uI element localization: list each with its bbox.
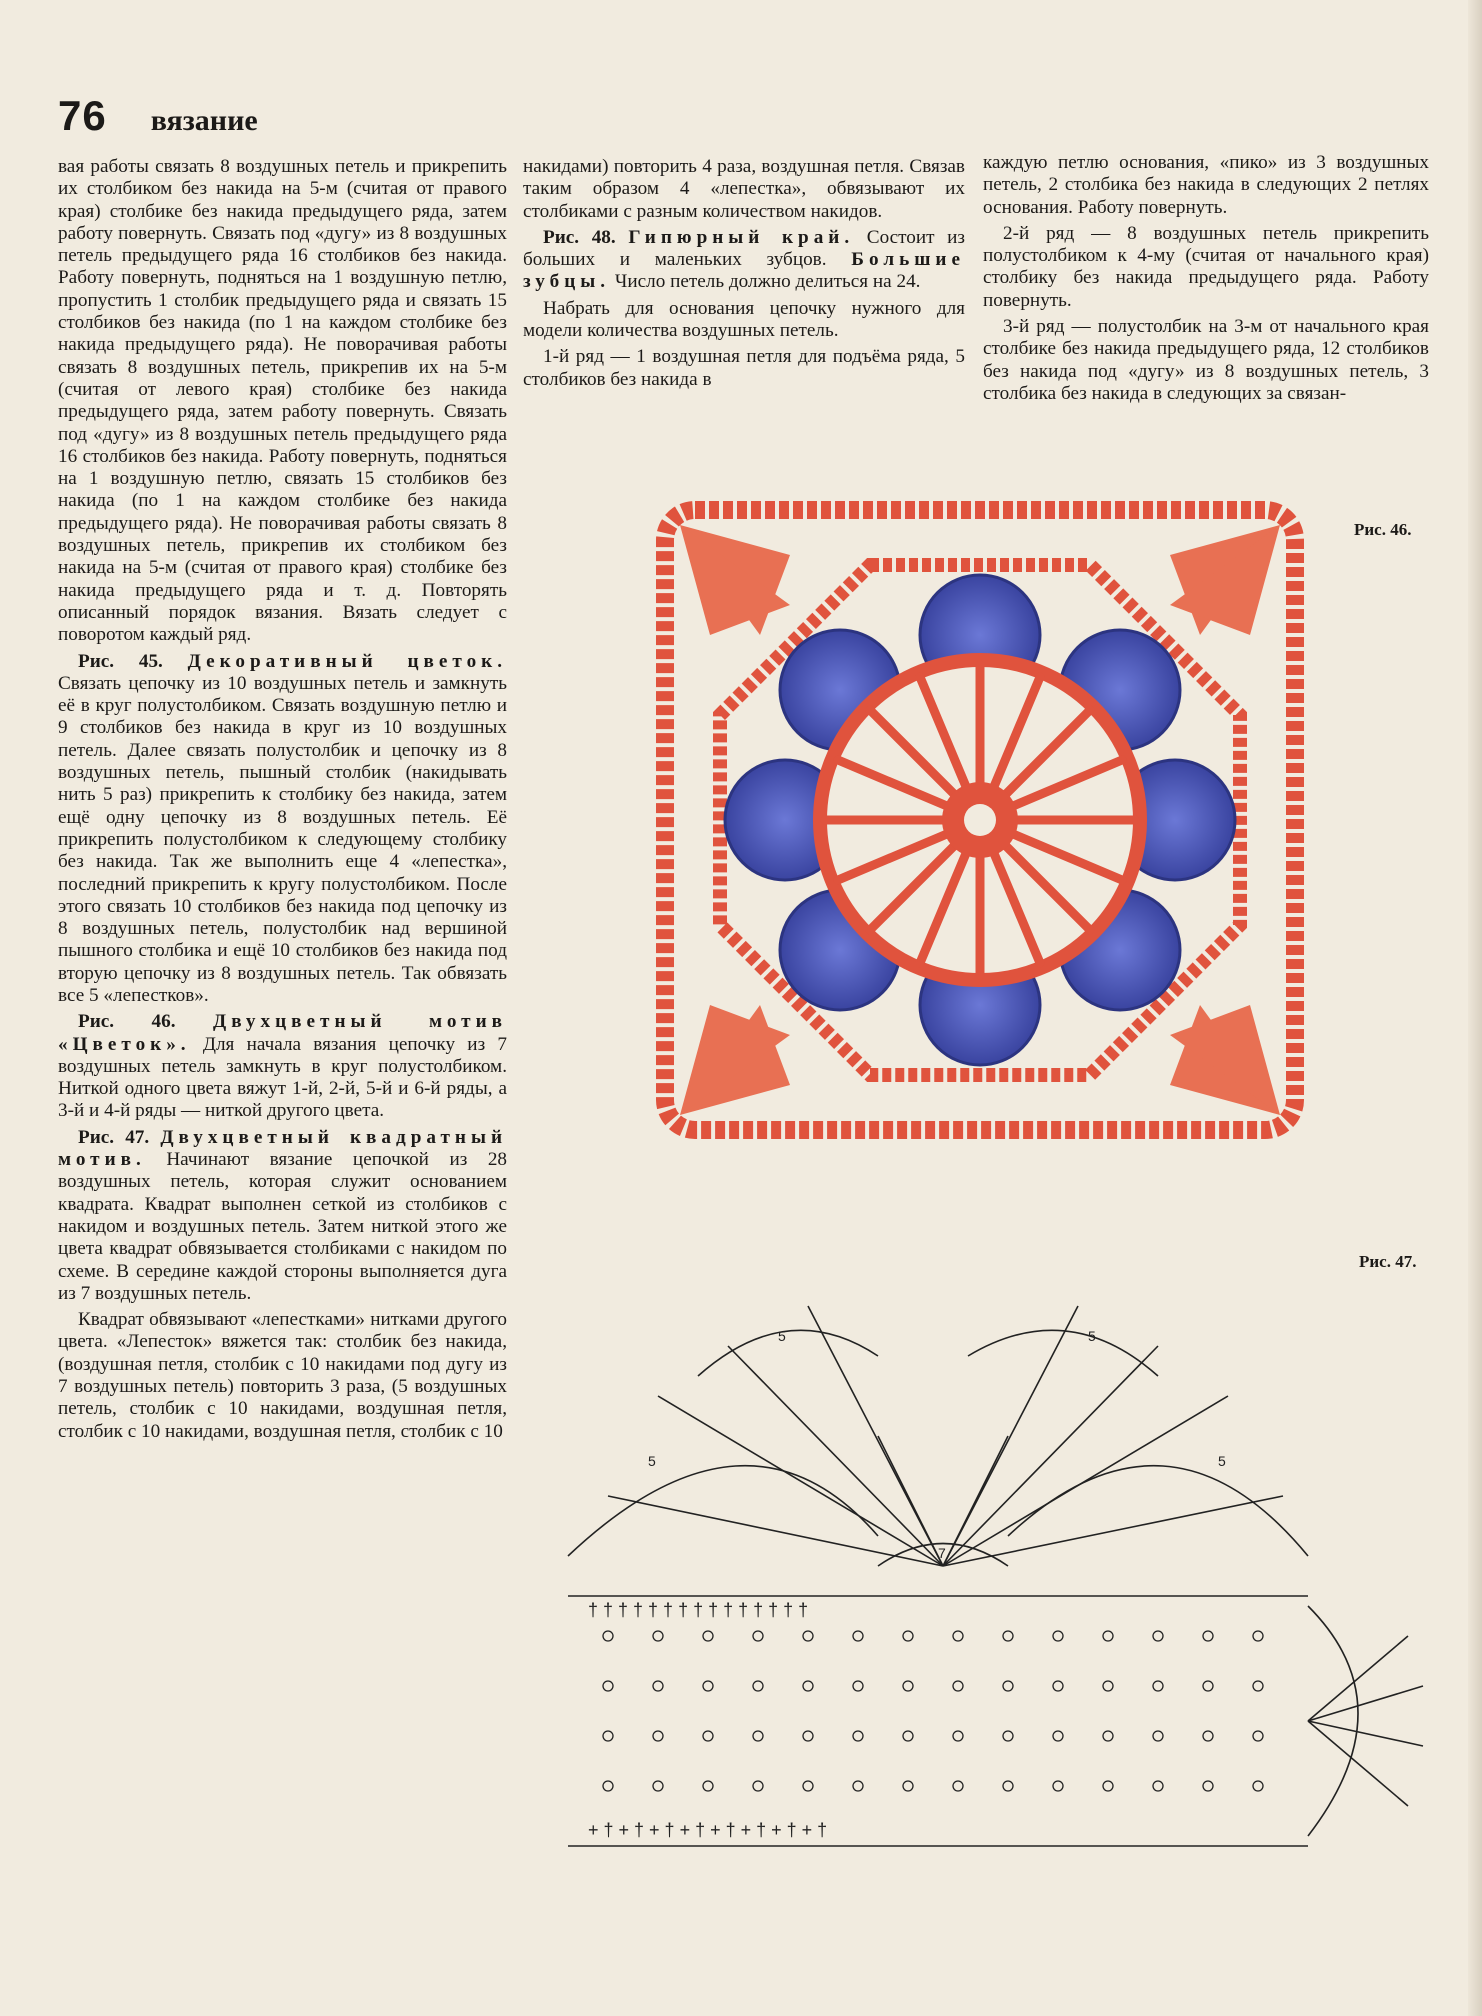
diagram-arc [698,1330,878,1376]
page-edge [1468,0,1482,2016]
figure-title: Двухцветный мотив «Цветок». [58,1011,508,1055]
figure-47-caption: Рис. 47. [1359,1252,1417,1271]
diagram-label: 5 [1088,1328,1096,1344]
paragraph: накидами) повторить 4 раза, воздушная петля. Связав таким образом 4 «лепестка», обвязывают их столбиками с разным количеством накидов. [523,156,965,222]
crochet-diagram [548,1236,1428,1876]
text-column-3 [983,152,1429,405]
svg-text:+ † + † + † + † + † + † + † +: + † + † + † + † + † + † + † + † [588,1820,828,1840]
figure-46-caption: Рис. 46. [1354,520,1412,539]
paragraph-text: Для начала вязания цепочку из 7 воздушных петель замкнуть в круг полустолбиком. Ниткой одного цвета вяжут 1-й, 2-й, 5-й и 6-й ряды, а 3-й и 4-й ряды — ниткой другого цвета. [58,1033,507,1122]
diagram-label: 5 [1218,1453,1226,1469]
diagram-label: 5 [648,1453,656,1469]
figure-ref: Рис. 46. [78,1011,176,1033]
diagram-label: 7 [938,1545,946,1561]
paragraph-text: Число петель должно делиться на 24. [614,271,921,293]
svg-text:† † † † † † † † † † † † † † †: † † † † † † † † † † † † † † † [588,1600,809,1620]
diagram-crosses [588,1600,827,1840]
diagram-arc [968,1330,1158,1376]
paragraph: 3-й ряд — полустолбик на 3-м от начального края столбике без накида предыдущего ряда, 12 столбиков без накида под «дугу» из 8 воздушных петель, 3 столбика без накида в следующих за связан- [983,316,1429,404]
paragraph: вая работы связать 8 воздушных петель и прикрепить их столбиком без накида на 5-м (считая от правого края) столбике без накида предыдущего ряда, затем работу повернуть. Связать под «дугу» из 8 воздушных петель предыдущего ряда 16 столбиков без накида. Работу повернуть, подняться на 1 воздушную петлю, пропустить 1 столбик предыдущего ряда и связать 15 столбиков без накида (по 1 на каждом столбике без накида предыдущего ряда). Не поворачивая работы связать 8 воздушных петель, прикрепив их на 5-м (считая от левого края) столбике без накида предыдущего ряда, затем работу повернуть. Связать под «дугу» из 8 воздушных петель предыдущего ряда 16 столбиков без накида. Работу повернуть, подняться на 1 воздушную петлю, связать 15 столбиков без накида (по 1 на каждом столбике без накида предыдущего ряда). Не поворачивая работы связать 8 воздушных петель, прикрепив их столбиком без накида на 5-м (считая от правого края) столбике без накида предыдущего ряда и т. д. Повторять описанный порядок вязания. Вязать следует с поворотом каждый ряд. [58,156,507,646]
subheading: Большие зубцы. [523,249,966,293]
figure-ref: Рис. 47. [78,1126,150,1148]
diagram-grid [603,1631,1263,1791]
paragraph: каждую петлю основания, «пико» из 3 воздушных петель, 2 столбика без накида в следующих 2 петлях основания. Работу повернуть. [983,152,1429,218]
paragraph-fig46 [58,1011,507,1122]
paragraph-fig45 [58,651,507,1008]
diagram-arc [1008,1466,1308,1556]
section-title: вязание [150,104,258,137]
paragraph: 1-й ряд — 1 воздушная петля для подъёма ряда, 5 столбиков без накида в [523,346,965,390]
figure-title: Декоративный цветок. [187,650,508,672]
paragraph: 2-й ряд — 8 воздушных петель прикрепить полустолбиком к 4-му (считая от начального края) столбику без накида предыдущего ряда. Работу повернуть. [983,222,1429,311]
paragraph-text: Начинают вязание цепочкой из 28 воздушных петель, которая служит основанием квадрата. Квадрат выполнен сеткой из столбиков с накидом и воздушных петель. Затем ниткой этого же цвета квадрат обвязывается столбиками с накидом по схеме. В середине каждой стороны выполняется дуга из 7 воздушных петель. [58,1149,508,1304]
diagram-label: 5 [778,1328,786,1344]
paragraph-fig48 [523,227,965,294]
page-number: 76 [58,92,107,139]
text-column-2 [523,156,965,391]
crochet-motif-photo [640,485,1320,1155]
paragraph: Набрать для основания цепочку нужного для модели количества воздушных петель. [523,297,965,342]
figure-title: Гипюрный край. [628,226,855,248]
paragraph-text: Связать цепочку из 10 воздушных петель и замкнуть её в круг полустолбиком. Связать воздушную петлю и 9 столбиков без накида в круг из 10 воздушных петель. Далее связать полустолбик и цепочку из 8 воздушных петель, пышный столбик (накидывать нить 5 раз) прикрепить к столбику без накида, затем ещё одну цепочку из 8 воздушных петель. Её прикрепить полустолбиком к следующему столбику без накида. Так же выполнить еще 4 «лепестка», последний прикрепить к кругу полустолбиком. После этого связать 10 столбиков без накида под цепочку из 8 воздушных петель, полустолбик над вершиной пышного столбика и ещё 10 столбиков без накида под вторую цепочку из 8 воздушных петель. Так обвязать все 5 «лепестков». [58,672,507,1006]
figure-ref: Рис. 48. [543,226,616,248]
figure-title: Двухцветный квадратный мотив. [58,1126,507,1171]
page-header [58,92,258,140]
paragraph: Квадрат обвязывают «лепестками» нитками другого цвета. «Лепесток» вяжется так: столбик без накида, (воздушная петля, столбик с 10 накидами под дугу из 7 воздушных петель) повторить 3 раза, (5 воздушных петель, столбик с 10 накидами, воздушная петля, столбик с 10 накидами, воздушная петля, столбик с 10 [58,1309,507,1442]
text-column-1 [58,156,507,1443]
paragraph-text: Состоит из больших и маленьких зубцов. [523,226,966,271]
paragraph-fig47 [58,1127,507,1305]
figure-ref: Рис. 45. [78,650,163,672]
